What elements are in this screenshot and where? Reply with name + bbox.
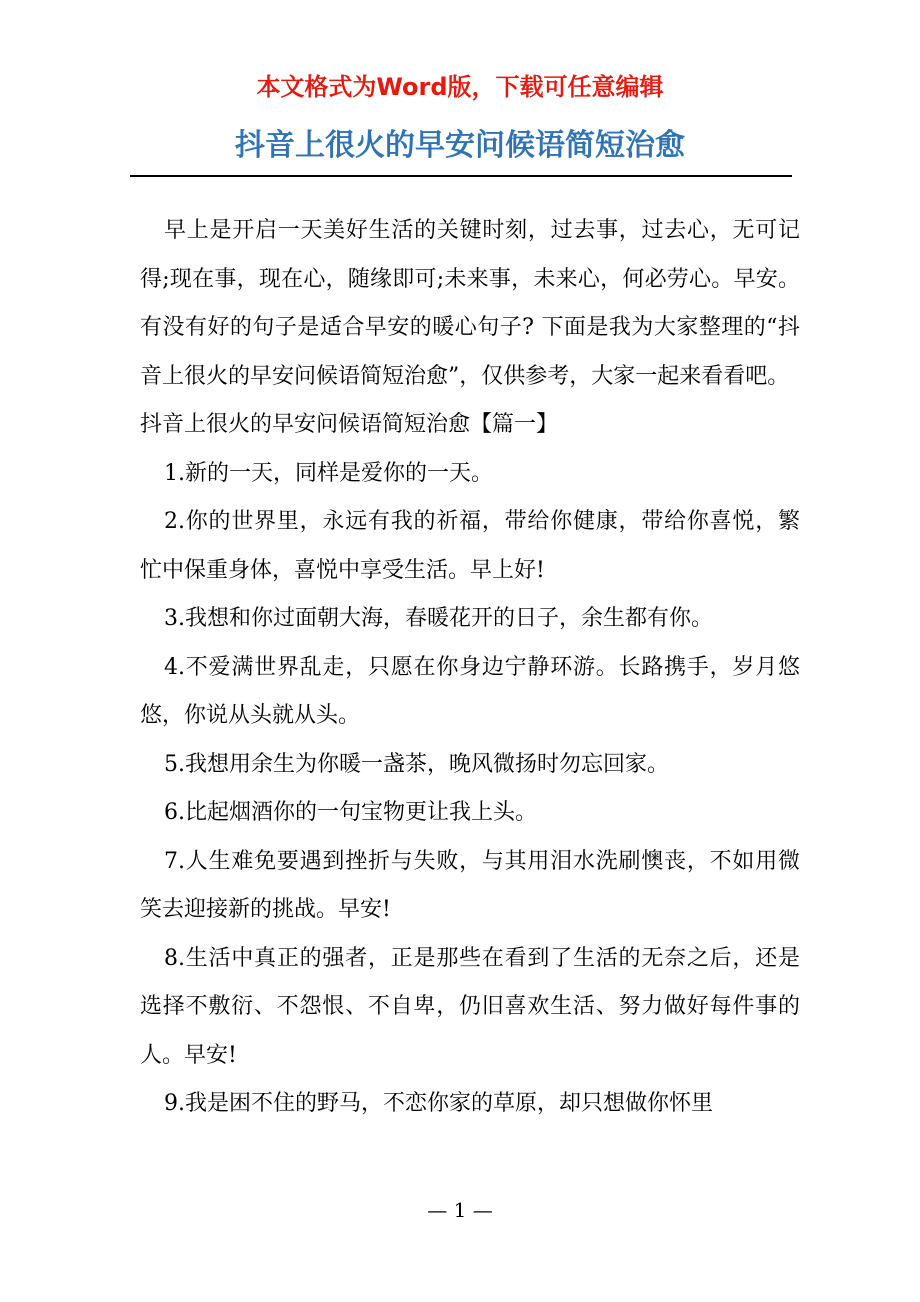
list-item: 1.新的一天，同样是爱你的一天。 bbox=[164, 460, 493, 486]
list-item: 9.我是困不住的野马，不恋你家的草原，却只想做你怀里 bbox=[164, 1091, 713, 1116]
list-item: 7.人生难免要遇到挫折与失败，与其用泪水洗刷懊丧，不如用微笑去迎接新的挑战。早安! bbox=[140, 848, 800, 922]
list-item: 2.你的世界里，永远有我的祈福，带给你健康，带给你喜悦，繁忙中保重身体，喜悦中享受生活。早上好! bbox=[140, 509, 800, 583]
list-item: 3.我想和你过面朝大海，春暖花开的日子，余生都有你。 bbox=[164, 606, 713, 631]
list-item: 6.比起烟酒你的一句宝物更让我上头。 bbox=[164, 800, 537, 825]
document-body bbox=[140, 207, 800, 1129]
intro-paragraph: 早上是开启一天美好生活的关键时刻，过去事，过去心，无可记得;现在事，现在心，随缘即可;未来事，未来心，何必劳心。早安。有没有好的句子是适合早安的暖心句子? 下面是我为大家整理的“抖音上很火的早安问候语简短治愈”，仅供参考，大家一起来看看吧。 bbox=[140, 218, 800, 389]
section-heading: 抖音上很火的早安问候语简短治愈【篇一】 bbox=[140, 412, 559, 437]
list-item: 5.我想用余生为你暖一盏茶，晚风微扬时勿忘回家。 bbox=[164, 751, 669, 777]
title-divider bbox=[130, 175, 792, 177]
format-notice: 本文格式为Word版，下载可任意编辑 bbox=[256, 73, 664, 101]
page-number: — 1 — bbox=[427, 1198, 493, 1222]
list-item: 4.不爱满世界乱走，只愿在你身边宁静环游。长路携手，岁月悠悠，你说从头就从头。 bbox=[140, 654, 800, 728]
list-item: 8.生活中真正的强者，正是那些在看到了生活的无奈之后，还是选择不敷衍、不怨恨、不自卑，仍旧喜欢生活、努力做好每件事的人。早安! bbox=[140, 945, 800, 1068]
document-title: 抖音上很火的早安问候语简短治愈 bbox=[235, 128, 685, 163]
